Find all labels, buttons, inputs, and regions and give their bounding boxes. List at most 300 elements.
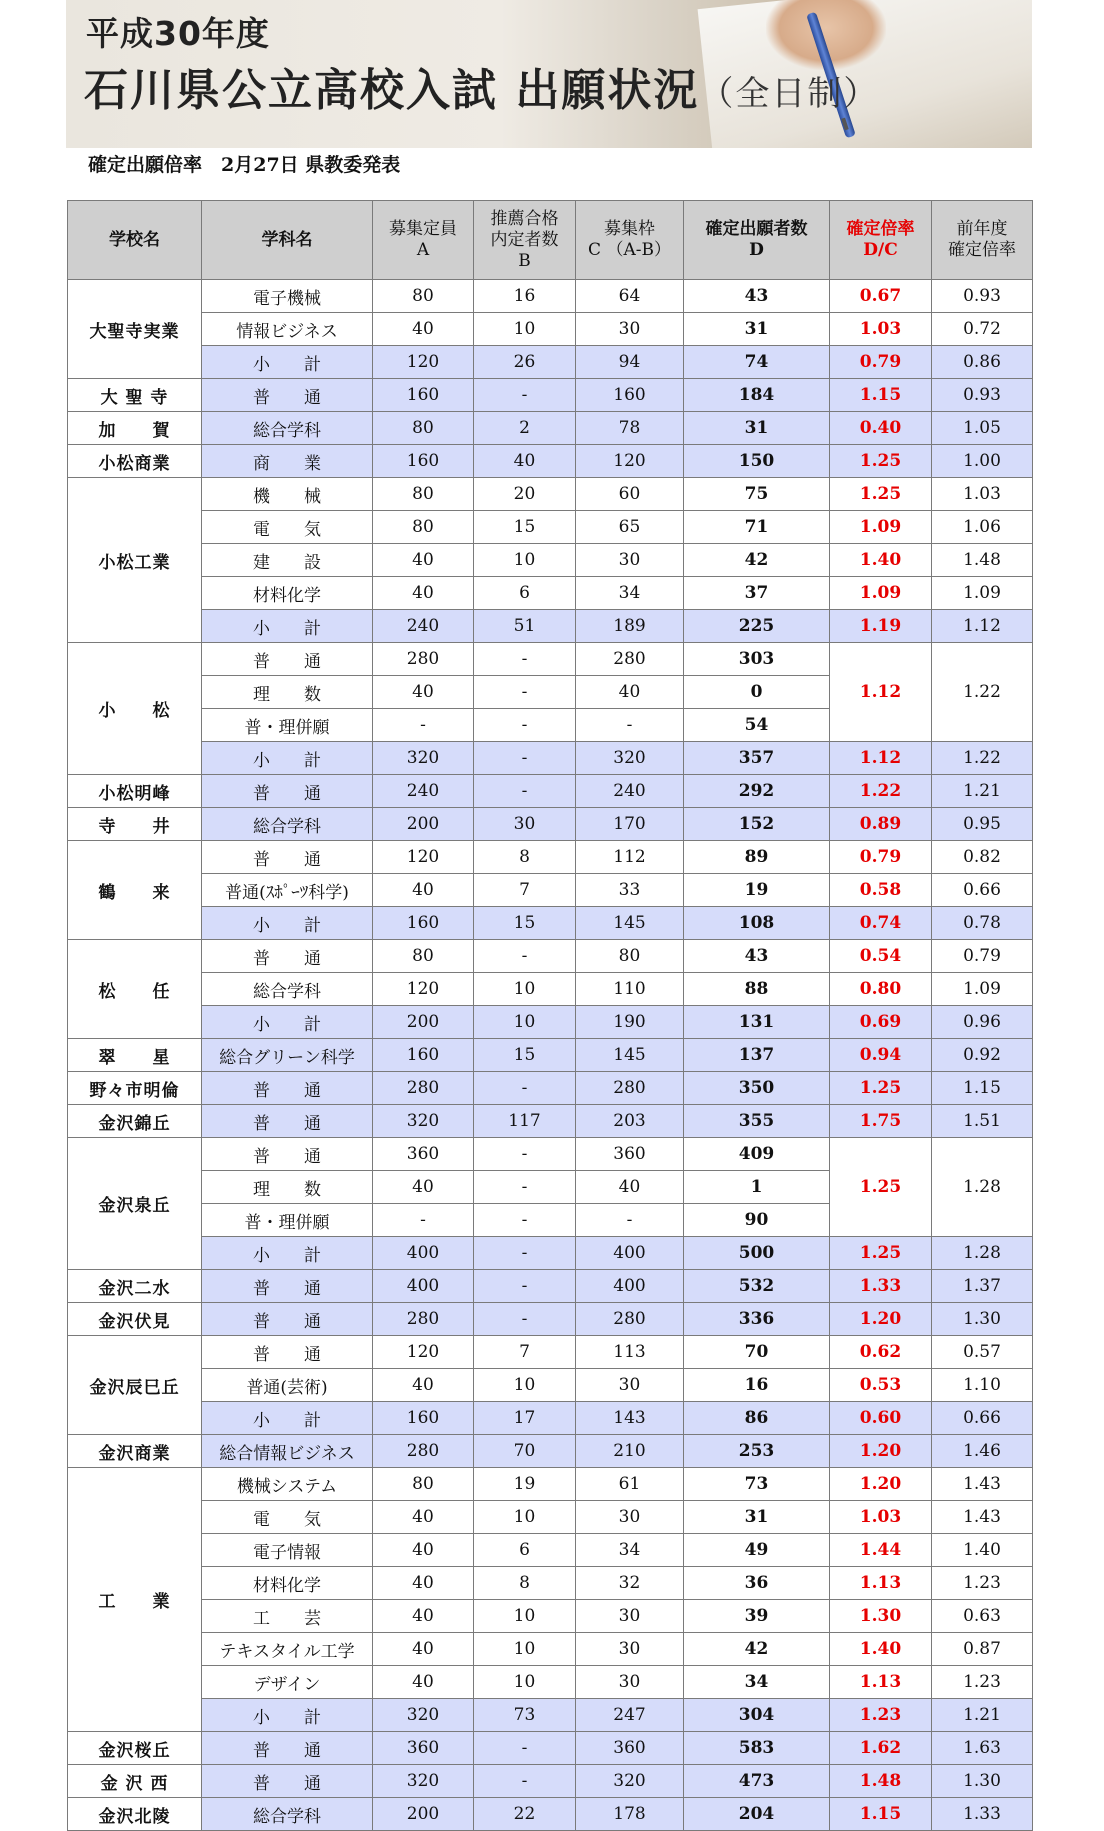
- cell-dept: 普 通: [202, 643, 373, 676]
- cell-D: 292: [684, 775, 830, 808]
- cell-dept: 総合情報ビジネス: [202, 1435, 373, 1468]
- cell-D: 253: [684, 1435, 830, 1468]
- cell-A: 360: [373, 1732, 474, 1765]
- cell-D: 204: [684, 1798, 830, 1831]
- cell-A: -: [373, 1204, 474, 1237]
- cell-prev: 0.93: [932, 280, 1033, 313]
- cell-D: 31: [684, 313, 830, 346]
- cell-D: 31: [684, 412, 830, 445]
- announcement-subtitle: 確定出願倍率 2月27日 県教委発表: [88, 154, 401, 176]
- cell-B: -: [474, 775, 576, 808]
- cell-prev: 1.23: [932, 1567, 1033, 1600]
- cell-B: 16: [474, 280, 576, 313]
- subtotal-row: [68, 1699, 1033, 1732]
- cell-D: 409: [684, 1138, 830, 1171]
- cell-D: 350: [684, 1072, 830, 1105]
- cell-B: 7: [474, 874, 576, 907]
- cell-prev: 0.72: [932, 313, 1033, 346]
- cell-dept: 普通(ｽﾎﾟｰﾂ科学): [202, 874, 373, 907]
- cell-D: 303: [684, 643, 830, 676]
- cell-A: 120: [373, 346, 474, 379]
- cell-dept: 建 設: [202, 544, 373, 577]
- cell-A: 40: [373, 1369, 474, 1402]
- cell-A: 120: [373, 841, 474, 874]
- table-row: [68, 1798, 1033, 1831]
- cell-B: 10: [474, 973, 576, 1006]
- cell-ratio: 1.25: [830, 478, 932, 511]
- cell-prev: 1.51: [932, 1105, 1033, 1138]
- cell-A: 40: [373, 1666, 474, 1699]
- cell-dept: 普 通: [202, 841, 373, 874]
- cell-A: 280: [373, 1303, 474, 1336]
- cell-prev: 1.09: [932, 577, 1033, 610]
- cell-C: 34: [576, 577, 684, 610]
- cell-A: 320: [373, 1699, 474, 1732]
- cell-prev: 0.57: [932, 1336, 1033, 1369]
- cell-D: 583: [684, 1732, 830, 1765]
- header-banner: [66, 0, 1032, 148]
- cell-prev: 1.33: [932, 1798, 1033, 1831]
- subtotal-row: [68, 346, 1033, 379]
- table-row: [68, 1072, 1033, 1105]
- cell-C: 30: [576, 313, 684, 346]
- cell-D: 89: [684, 841, 830, 874]
- cell-D: 304: [684, 1699, 830, 1732]
- cell-C: 30: [576, 1501, 684, 1534]
- cell-C: 203: [576, 1105, 684, 1138]
- cell-prev: 0.79: [932, 940, 1033, 973]
- cell-prev: 0.95: [932, 808, 1033, 841]
- cell-B: 20: [474, 478, 576, 511]
- cell-D: 39: [684, 1600, 830, 1633]
- cell-A: 160: [373, 379, 474, 412]
- cell-dept: 普通(芸術): [202, 1369, 373, 1402]
- cell-B: 15: [474, 907, 576, 940]
- cell-B: -: [474, 1138, 576, 1171]
- cell-D: 108: [684, 907, 830, 940]
- cell-dept: 総合学科: [202, 973, 373, 1006]
- cell-ratio: 0.94: [830, 1039, 932, 1072]
- cell-dept: 普 通: [202, 940, 373, 973]
- cell-C: 145: [576, 907, 684, 940]
- cell-dept: 小 計: [202, 1237, 373, 1270]
- column-header-D: 確定出願者数 D: [684, 201, 830, 280]
- table-row: [68, 841, 1033, 874]
- cell-prev: 1.22: [932, 742, 1033, 775]
- cell-D: 355: [684, 1105, 830, 1138]
- cell-prev: 1.28: [932, 1138, 1033, 1237]
- cell-prev: 1.40: [932, 1534, 1033, 1567]
- table-row: [68, 1666, 1033, 1699]
- cell-dept: 普 通: [202, 1732, 373, 1765]
- cell-ratio: 1.48: [830, 1765, 932, 1798]
- cell-ratio: 0.89: [830, 808, 932, 841]
- cell-prev: 1.21: [932, 1699, 1033, 1732]
- cell-school: 金沢辰巳丘: [68, 1336, 202, 1435]
- cell-ratio: 1.03: [830, 1501, 932, 1534]
- cell-B: 40: [474, 445, 576, 478]
- cell-A: 40: [373, 577, 474, 610]
- cell-ratio: 0.69: [830, 1006, 932, 1039]
- cell-B: 15: [474, 511, 576, 544]
- cell-prev: 1.06: [932, 511, 1033, 544]
- cell-A: 40: [373, 1633, 474, 1666]
- cell-A: 400: [373, 1237, 474, 1270]
- cell-A: 240: [373, 610, 474, 643]
- cell-D: 36: [684, 1567, 830, 1600]
- cell-dept: 小 計: [202, 1006, 373, 1039]
- cell-C: 280: [576, 643, 684, 676]
- cell-C: 190: [576, 1006, 684, 1039]
- cell-school: 金沢北陵: [68, 1798, 202, 1831]
- cell-ratio: 1.03: [830, 313, 932, 346]
- cell-D: 43: [684, 940, 830, 973]
- cell-C: 320: [576, 742, 684, 775]
- subtotal-row: [68, 1237, 1033, 1270]
- cell-B: 8: [474, 1567, 576, 1600]
- cell-C: 78: [576, 412, 684, 445]
- cell-dept: 総合学科: [202, 1798, 373, 1831]
- cell-A: 80: [373, 940, 474, 973]
- table-row: [68, 874, 1033, 907]
- cell-dept: 材料化学: [202, 577, 373, 610]
- cell-dept: 普・理併願: [202, 1204, 373, 1237]
- cell-B: -: [474, 1171, 576, 1204]
- cell-ratio: 0.80: [830, 973, 932, 1006]
- cell-B: -: [474, 1072, 576, 1105]
- cell-D: 88: [684, 973, 830, 1006]
- table-row: [68, 544, 1033, 577]
- cell-B: -: [474, 1732, 576, 1765]
- cell-prev: 1.00: [932, 445, 1033, 478]
- table-row: [68, 940, 1033, 973]
- cell-ratio: 1.40: [830, 1633, 932, 1666]
- cell-C: 178: [576, 1798, 684, 1831]
- cell-B: -: [474, 379, 576, 412]
- table-row: [68, 445, 1033, 478]
- cell-ratio: 1.33: [830, 1270, 932, 1303]
- cell-B: 7: [474, 1336, 576, 1369]
- cell-C: 170: [576, 808, 684, 841]
- table-row: [68, 412, 1033, 445]
- cell-prev: 1.09: [932, 973, 1033, 1006]
- cell-ratio: 1.13: [830, 1666, 932, 1699]
- cell-A: 40: [373, 1600, 474, 1633]
- cell-B: 15: [474, 1039, 576, 1072]
- cell-D: 1: [684, 1171, 830, 1204]
- table-row: [68, 313, 1033, 346]
- table-row: [68, 1633, 1033, 1666]
- cell-ratio: 1.13: [830, 1567, 932, 1600]
- cell-B: 51: [474, 610, 576, 643]
- cell-A: 80: [373, 280, 474, 313]
- cell-C: 160: [576, 379, 684, 412]
- cell-B: -: [474, 676, 576, 709]
- cell-school: 金 沢 西: [68, 1765, 202, 1798]
- cell-ratio: 0.74: [830, 907, 932, 940]
- cell-ratio: 1.09: [830, 511, 932, 544]
- cell-A: 120: [373, 973, 474, 1006]
- cell-A: 200: [373, 1006, 474, 1039]
- cell-A: 280: [373, 1435, 474, 1468]
- cell-D: 152: [684, 808, 830, 841]
- cell-C: 360: [576, 1138, 684, 1171]
- cell-school: 翠 星: [68, 1039, 202, 1072]
- cell-A: 200: [373, 808, 474, 841]
- cell-D: 73: [684, 1468, 830, 1501]
- table-row: [68, 1468, 1033, 1501]
- cell-C: 189: [576, 610, 684, 643]
- cell-C: 32: [576, 1567, 684, 1600]
- cell-prev: 1.48: [932, 544, 1033, 577]
- cell-prev: 1.03: [932, 478, 1033, 511]
- cell-prev: 0.92: [932, 1039, 1033, 1072]
- cell-D: 532: [684, 1270, 830, 1303]
- cell-dept: 小 計: [202, 346, 373, 379]
- cell-dept: 材料化学: [202, 1567, 373, 1600]
- column-header-A: 募集定員 A: [373, 201, 474, 280]
- cell-A: -: [373, 709, 474, 742]
- cell-school: 金沢二水: [68, 1270, 202, 1303]
- cell-dept: 商 業: [202, 445, 373, 478]
- cell-A: 40: [373, 1171, 474, 1204]
- cell-D: 150: [684, 445, 830, 478]
- cell-A: 160: [373, 907, 474, 940]
- cell-C: 110: [576, 973, 684, 1006]
- cell-A: 400: [373, 1270, 474, 1303]
- cell-ratio: 1.20: [830, 1468, 932, 1501]
- cell-prev: 1.28: [932, 1237, 1033, 1270]
- cell-C: 143: [576, 1402, 684, 1435]
- cell-C: 112: [576, 841, 684, 874]
- cell-B: 10: [474, 1633, 576, 1666]
- cell-B: 19: [474, 1468, 576, 1501]
- cell-D: 34: [684, 1666, 830, 1699]
- cell-dept: 総合グリーン科学: [202, 1039, 373, 1072]
- cell-C: -: [576, 709, 684, 742]
- table-row: [68, 1138, 1033, 1171]
- cell-dept: 小 計: [202, 610, 373, 643]
- cell-ratio: 1.23: [830, 1699, 932, 1732]
- cell-ratio: 1.19: [830, 610, 932, 643]
- cell-C: 80: [576, 940, 684, 973]
- cell-C: 360: [576, 1732, 684, 1765]
- cell-C: 61: [576, 1468, 684, 1501]
- cell-A: 280: [373, 643, 474, 676]
- table-row: [68, 808, 1033, 841]
- header-title-main: 石川県公立高校入試 出願状況: [84, 65, 700, 116]
- cell-B: -: [474, 940, 576, 973]
- cell-B: 8: [474, 841, 576, 874]
- cell-dept: 総合学科: [202, 412, 373, 445]
- cell-dept: 電子機械: [202, 280, 373, 313]
- cell-B: 17: [474, 1402, 576, 1435]
- cell-school: 金沢泉丘: [68, 1138, 202, 1270]
- table-row: [68, 280, 1033, 313]
- table-row: [68, 1303, 1033, 1336]
- cell-D: 75: [684, 478, 830, 511]
- cell-A: 40: [373, 1534, 474, 1567]
- cell-B: -: [474, 1765, 576, 1798]
- cell-prev: 1.30: [932, 1765, 1033, 1798]
- cell-prev: 1.12: [932, 610, 1033, 643]
- cell-ratio: 1.20: [830, 1303, 932, 1336]
- cell-ratio: 1.25: [830, 445, 932, 478]
- cell-B: 10: [474, 1666, 576, 1699]
- column-header-prev: 前年度 確定倍率: [932, 201, 1033, 280]
- table-header-row: [68, 201, 1033, 280]
- cell-A: 80: [373, 478, 474, 511]
- cell-B: 2: [474, 412, 576, 445]
- cell-B: 30: [474, 808, 576, 841]
- cell-D: 137: [684, 1039, 830, 1072]
- cell-C: -: [576, 1204, 684, 1237]
- cell-C: 65: [576, 511, 684, 544]
- cell-dept: 普 通: [202, 379, 373, 412]
- cell-B: -: [474, 742, 576, 775]
- cell-B: -: [474, 1303, 576, 1336]
- cell-dept: 普 通: [202, 1270, 373, 1303]
- cell-dept: 普 通: [202, 1303, 373, 1336]
- cell-C: 280: [576, 1072, 684, 1105]
- cell-school: 金沢商業: [68, 1435, 202, 1468]
- cell-A: 200: [373, 1798, 474, 1831]
- table-row: [68, 1600, 1033, 1633]
- cell-school: 寺 井: [68, 808, 202, 841]
- cell-ratio: 1.15: [830, 379, 932, 412]
- cell-B: 10: [474, 1369, 576, 1402]
- column-header-C: 募集枠 C （A-B）: [576, 201, 684, 280]
- column-header-school: 学校名: [68, 201, 202, 280]
- cell-ratio: 1.20: [830, 1435, 932, 1468]
- cell-prev: 1.05: [932, 412, 1033, 445]
- table-row: [68, 1534, 1033, 1567]
- cell-D: 54: [684, 709, 830, 742]
- cell-prev: 1.23: [932, 1666, 1033, 1699]
- cell-dept: 普 通: [202, 1072, 373, 1105]
- table-row: [68, 577, 1033, 610]
- cell-school: 小 松: [68, 643, 202, 775]
- cell-prev: 0.93: [932, 379, 1033, 412]
- cell-B: 117: [474, 1105, 576, 1138]
- cell-D: 86: [684, 1402, 830, 1435]
- cell-D: 184: [684, 379, 830, 412]
- cell-B: 26: [474, 346, 576, 379]
- cell-D: 74: [684, 346, 830, 379]
- cell-B: -: [474, 643, 576, 676]
- cell-school: 工 業: [68, 1468, 202, 1732]
- table-row: [68, 1501, 1033, 1534]
- cell-D: 473: [684, 1765, 830, 1798]
- cell-B: 6: [474, 1534, 576, 1567]
- cell-dept: 総合学科: [202, 808, 373, 841]
- cell-C: 30: [576, 544, 684, 577]
- cell-dept: 理 数: [202, 676, 373, 709]
- cell-D: 131: [684, 1006, 830, 1039]
- cell-B: 22: [474, 1798, 576, 1831]
- cell-A: 80: [373, 511, 474, 544]
- cell-dept: 電 気: [202, 1501, 373, 1534]
- cell-A: 320: [373, 1105, 474, 1138]
- cell-ratio: 1.75: [830, 1105, 932, 1138]
- cell-B: -: [474, 709, 576, 742]
- cell-dept: 小 計: [202, 742, 373, 775]
- table-row: [68, 1732, 1033, 1765]
- cell-prev: 1.30: [932, 1303, 1033, 1336]
- cell-C: 30: [576, 1369, 684, 1402]
- cell-A: 320: [373, 1765, 474, 1798]
- cell-D: 500: [684, 1237, 830, 1270]
- cell-D: 336: [684, 1303, 830, 1336]
- cell-B: 10: [474, 313, 576, 346]
- cell-ratio: 1.44: [830, 1534, 932, 1567]
- cell-ratio: 0.60: [830, 1402, 932, 1435]
- cell-prev: 1.10: [932, 1369, 1033, 1402]
- cell-B: 10: [474, 1501, 576, 1534]
- cell-dept: 工 芸: [202, 1600, 373, 1633]
- cell-dept: 普 通: [202, 1336, 373, 1369]
- cell-A: 280: [373, 1072, 474, 1105]
- cell-D: 37: [684, 577, 830, 610]
- cell-C: 400: [576, 1237, 684, 1270]
- cell-prev: 0.78: [932, 907, 1033, 940]
- table-row: [68, 643, 1033, 676]
- cell-dept: 普 通: [202, 1138, 373, 1171]
- cell-C: 33: [576, 874, 684, 907]
- cell-ratio: 1.09: [830, 577, 932, 610]
- table-row: [68, 1765, 1033, 1798]
- cell-prev: 1.15: [932, 1072, 1033, 1105]
- table-row: [68, 775, 1033, 808]
- cell-C: 30: [576, 1633, 684, 1666]
- cell-D: 357: [684, 742, 830, 775]
- applications-table: [67, 200, 1033, 1831]
- cell-dept: 小 計: [202, 1402, 373, 1435]
- cell-B: 10: [474, 1006, 576, 1039]
- cell-dept: 普 通: [202, 1765, 373, 1798]
- table-row: [68, 1336, 1033, 1369]
- header-year: 平成30年度: [86, 14, 270, 53]
- cell-school: 加 賀: [68, 412, 202, 445]
- cell-school: 松 任: [68, 940, 202, 1039]
- cell-school: 金沢桜丘: [68, 1732, 202, 1765]
- cell-dept: 普・理併願: [202, 709, 373, 742]
- table-row: [68, 511, 1033, 544]
- cell-A: 40: [373, 676, 474, 709]
- cell-dept: 情報ビジネス: [202, 313, 373, 346]
- cell-B: 6: [474, 577, 576, 610]
- cell-dept: 理 数: [202, 1171, 373, 1204]
- cell-dept: デザイン: [202, 1666, 373, 1699]
- table-row: [68, 478, 1033, 511]
- header-title: [84, 54, 879, 118]
- cell-school: 大 聖 寺: [68, 379, 202, 412]
- table-row: [68, 1369, 1033, 1402]
- cell-D: 42: [684, 544, 830, 577]
- table-row: [68, 1105, 1033, 1138]
- cell-A: 40: [373, 874, 474, 907]
- cell-dept: 小 計: [202, 907, 373, 940]
- cell-C: 30: [576, 1666, 684, 1699]
- cell-school: 小松明峰: [68, 775, 202, 808]
- cell-C: 64: [576, 280, 684, 313]
- subtotal-row: [68, 610, 1033, 643]
- cell-prev: 0.87: [932, 1633, 1033, 1666]
- cell-dept: 機械システム: [202, 1468, 373, 1501]
- cell-school: 小松商業: [68, 445, 202, 478]
- cell-school: 金沢錦丘: [68, 1105, 202, 1138]
- cell-prev: 0.66: [932, 874, 1033, 907]
